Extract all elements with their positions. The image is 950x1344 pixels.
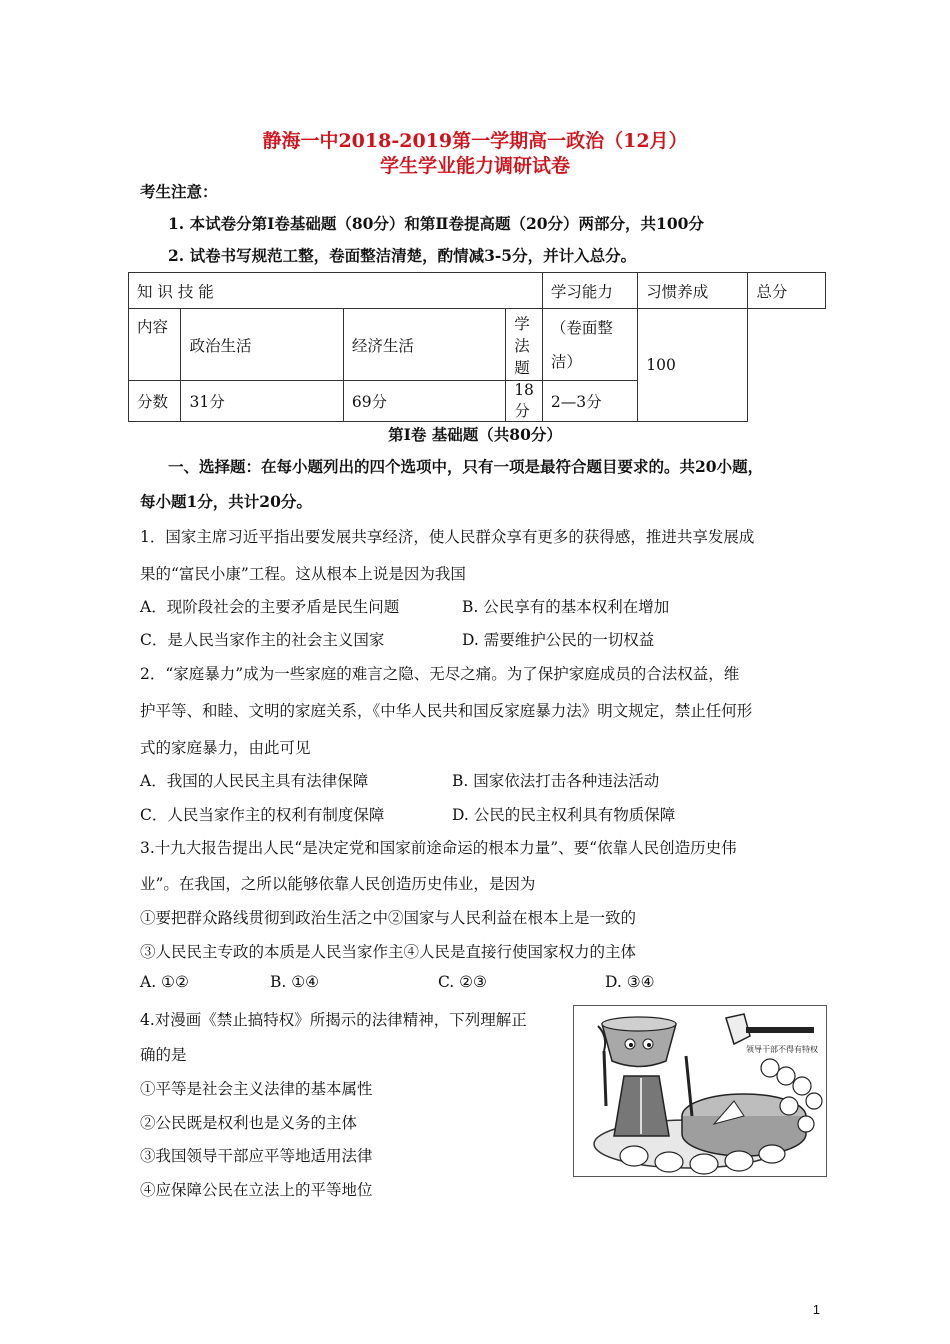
cell-neatness-line1: （卷面整 bbox=[550, 318, 613, 337]
th-total: 总分 bbox=[748, 273, 826, 309]
cartoon-drawing bbox=[574, 1006, 826, 1176]
q2-option-b: B. 国家依法打击各种违法活动 bbox=[452, 772, 660, 790]
page-number: 1 bbox=[812, 1302, 820, 1317]
th-habit: 习惯养成 bbox=[638, 273, 748, 309]
q1-option-c: C．是人民当家作主的社会主义国家 bbox=[140, 631, 385, 649]
exam-title-line1: 静海一中2018-2019第一学期高一政治（12月） bbox=[262, 130, 688, 152]
cell-neatness-line2: 洁） bbox=[550, 352, 582, 371]
points-politics: 31分 bbox=[181, 381, 343, 422]
q2-stem-line3: 式的家庭暴力，由此可见 bbox=[140, 739, 311, 757]
row-content-label: 内容 bbox=[129, 309, 181, 381]
cell-economics: 经济生活 bbox=[343, 309, 505, 381]
cell-politics: 政治生活 bbox=[181, 309, 343, 381]
q3-stem-line2: 业”。在我国，之所以能够依靠人民创造历史伟业，是因为 bbox=[140, 875, 536, 893]
cartoon-caption: 领导干部不得有特权 bbox=[746, 1045, 818, 1054]
q1-stem-line2: 果的“富民小康”工程。这从根本上说是因为我国 bbox=[140, 565, 466, 583]
q3-option-d: D. ③④ bbox=[605, 973, 655, 991]
score-table bbox=[128, 272, 826, 422]
th-knowledge: 知 识 技 能 bbox=[129, 273, 543, 309]
q4-statement-4: ④应保障公民在立法上的平等地位 bbox=[140, 1181, 373, 1199]
notice-item-2: 2. 试卷书写规范工整，卷面整洁清楚，酌情减3-5分，并计入总分。 bbox=[168, 246, 637, 265]
q1-stem-line1: 1．国家主席习近平指出要发展共享经济，使人民群众享有更多的获得感，推进共享发展成 bbox=[140, 528, 755, 546]
q3-option-c: C. ②③ bbox=[438, 973, 487, 991]
q2-option-c: C．人民当家作主的权利有制度保障 bbox=[140, 806, 385, 824]
points-economics: 69分 bbox=[343, 381, 505, 422]
row-points-label: 分数 bbox=[129, 381, 181, 422]
q2-option-a: A．我国的人民民主具有法律保障 bbox=[140, 772, 369, 790]
points-neatness: 2—3分 bbox=[542, 381, 637, 422]
q3-option-b: B. ①④ bbox=[270, 973, 320, 991]
section1-title: 第Ⅰ卷 基础题（共80分） bbox=[388, 425, 562, 444]
cell-method: 学法题 bbox=[506, 309, 543, 381]
q4-statement-1: ①平等是社会主义法律的基本属性 bbox=[140, 1080, 373, 1098]
q1-option-d: D. 需要维护公民的一切权益 bbox=[462, 631, 655, 649]
points-method: 18分 bbox=[506, 381, 543, 422]
exam-title-line2: 学生学业能力调研试卷 bbox=[379, 155, 570, 177]
section1-instruction-line1: 一、选择题：在每小题列出的四个选项中，只有一项是最符合题目要求的。共20小题， bbox=[168, 457, 764, 476]
section1-instruction-line2: 每小题1分，共计20分。 bbox=[140, 492, 312, 511]
q4-stem-line2: 确的是 bbox=[140, 1046, 187, 1064]
q2-stem-line2: 护平等、和睦、文明的家庭关系，《中华人民共和国反家庭暴力法》明文规定，禁止任何形 bbox=[140, 702, 753, 720]
q2-option-d: D. 公民的民主权利具有物质保障 bbox=[452, 806, 676, 824]
q1-option-b: B. 公民享有的基本权利在增加 bbox=[462, 598, 670, 616]
q3-statements-2: ③人民民主专政的本质是人民当家作主④人民是直接行使国家权力的主体 bbox=[140, 943, 637, 961]
notice-item-1: 1. 本试卷分第Ⅰ卷基础题（80分）和第Ⅱ卷提高题（20分）两部分，共100分 bbox=[168, 214, 704, 233]
cartoon-no-privilege bbox=[573, 1005, 827, 1177]
q3-statements-1: ①要把群众路线贯彻到政治生活之中②国家与人民利益在根本上是一致的 bbox=[140, 909, 637, 927]
q2-stem-line1: 2．“家庭暴力”成为一些家庭的难言之隐、无尽之痛。为了保护家庭成员的合法权益，维 bbox=[140, 665, 740, 683]
q4-statement-3: ③我国领导干部应平等地适用法律 bbox=[140, 1147, 373, 1165]
cell-total: 100 bbox=[638, 309, 748, 422]
th-learning: 学习能力 bbox=[542, 273, 637, 309]
q1-option-a: A．现阶段社会的主要矛盾是民生问题 bbox=[140, 598, 400, 616]
cell-neatness bbox=[542, 309, 637, 381]
q4-statement-2: ②公民既是权利也是义务的主体 bbox=[140, 1114, 358, 1132]
q3-option-a: A. ①② bbox=[140, 973, 189, 991]
notice-heading: 考生注意： bbox=[140, 182, 218, 201]
q3-stem-line1: 3.十九大报告提出人民“是决定党和国家前途命运的根本力量”、要“依靠人民创造历史伟 bbox=[140, 839, 737, 857]
q4-stem-line1: 4.对漫画《禁止搞特权》所揭示的法律精神，下列理解正 bbox=[140, 1011, 527, 1029]
